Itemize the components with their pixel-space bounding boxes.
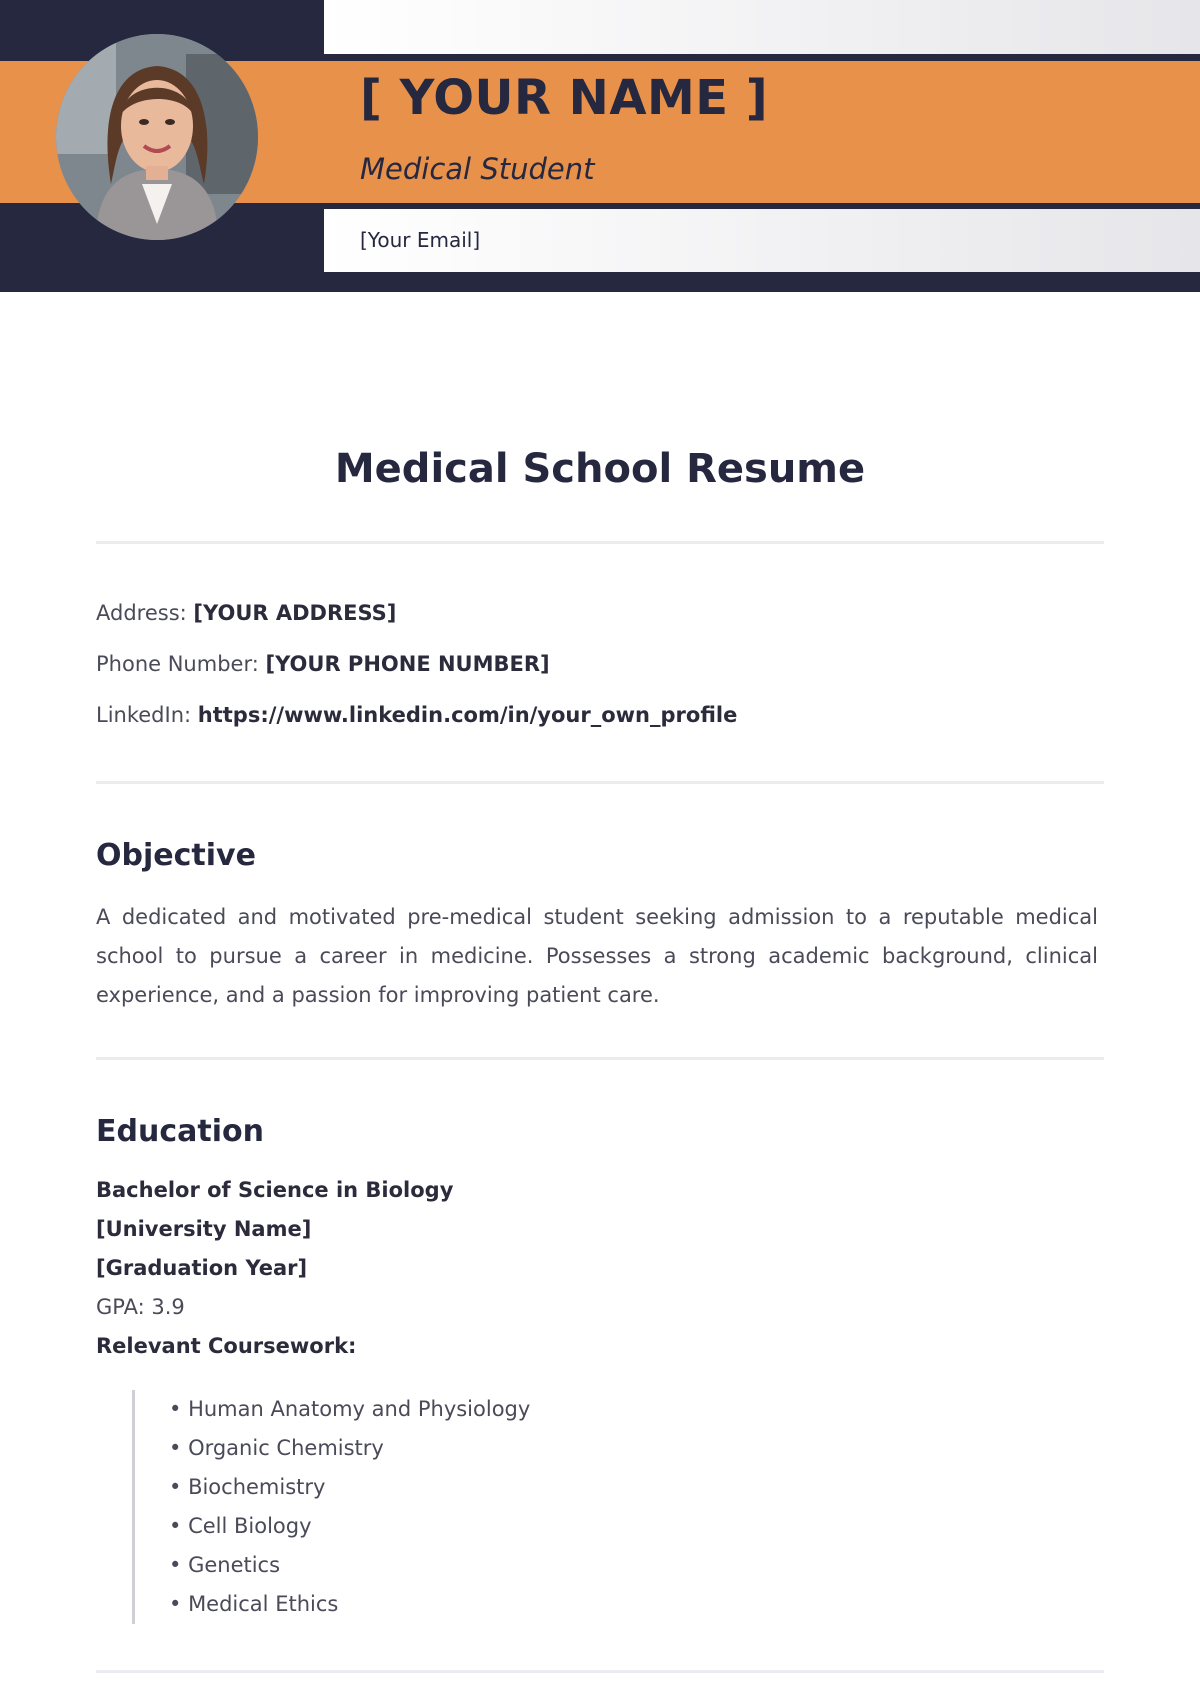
address-label: Address: [96,601,187,625]
list-item: • Genetics [169,1546,530,1585]
header-banner [0,0,1200,292]
phone-value: [YOUR PHONE NUMBER] [265,652,550,676]
education-university: [University Name] [96,1217,312,1241]
objective-heading: Objective [96,838,256,873]
list-item: • Human Anatomy and Physiology [169,1390,530,1429]
candidate-name: [ YOUR NAME ] [360,70,769,126]
list-item: • Biochemistry [169,1468,530,1507]
list-item: • Cell Biology [169,1507,530,1546]
coursework-list [132,1390,530,1624]
education-heading: Education [96,1114,264,1149]
divider [96,781,1104,784]
linkedin-link[interactable]: https://www.linkedin.com/in/your_own_profile [197,703,738,727]
header-top-strip [324,0,1200,54]
list-item: • Medical Ethics [169,1585,530,1624]
divider [96,1057,1104,1060]
address-value: [YOUR ADDRESS] [193,601,397,625]
coursework-label: Relevant Coursework: [96,1334,357,1358]
education-graduation-year: [Graduation Year] [96,1256,308,1280]
contact-linkedin [96,703,737,727]
divider [96,1670,1104,1673]
linkedin-label: LinkedIn: [96,703,192,727]
education-degree: Bachelor of Science in Biology [96,1178,454,1202]
document-title: Medical School Resume [334,446,866,492]
contact-address [96,601,396,625]
candidate-email: [Your Email] [360,228,481,252]
education-gpa: GPA: 3.9 [96,1295,185,1319]
contact-phone [96,652,550,676]
list-item: • Organic Chemistry [169,1429,530,1468]
phone-label: Phone Number: [96,652,259,676]
objective-text: A dedicated and motivated pre-medical student seeking admission to a reputable medical school to pursue a career in medicine. Possesses a strong academic background, clinical experience, and a passion for improving patient care. [96,905,1098,1007]
portrait-illustration [56,34,258,240]
divider [96,541,1104,544]
candidate-role: Medical Student [360,152,595,186]
profile-photo [56,34,258,240]
